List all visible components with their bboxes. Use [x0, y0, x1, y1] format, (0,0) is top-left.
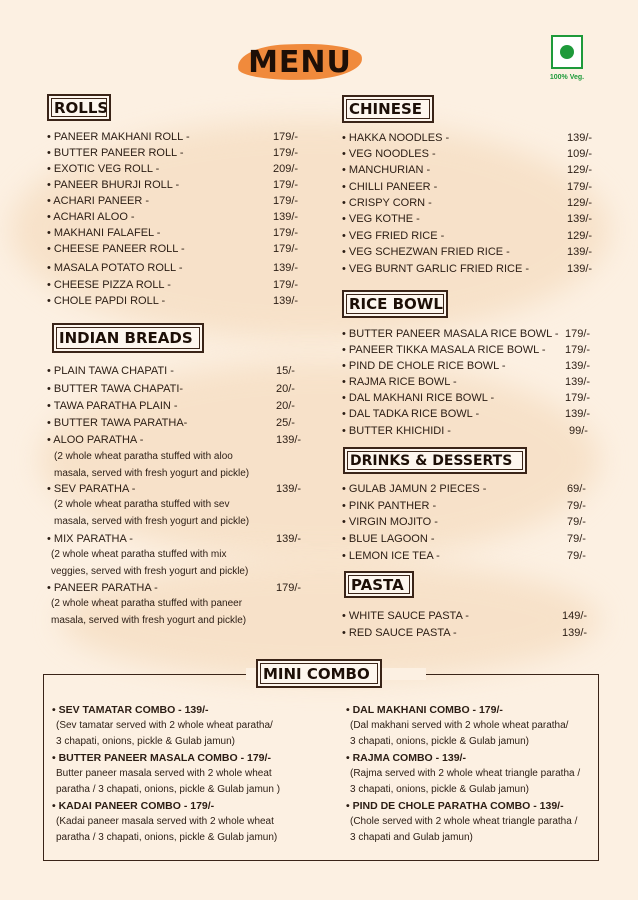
- menu-item: [47, 177, 305, 193]
- mini-combo-heading-text: MINI COMBO: [263, 665, 370, 683]
- item-name: • DAL MAKHANI RICE BOWL -: [342, 392, 495, 404]
- item-price: 179/-: [565, 328, 591, 340]
- item-name: • VIRGIN MOJITO -: [342, 516, 438, 528]
- item-name: • ACHARI ALOO -: [47, 211, 135, 223]
- rice-bowl-heading-text: RICE BOWL: [349, 295, 443, 313]
- item-price: 179/-: [273, 227, 299, 239]
- item-description: [54, 497, 249, 530]
- item-name: • PINK PANTHER -: [342, 500, 437, 512]
- menu-item: [342, 423, 592, 439]
- menu-item: [342, 130, 592, 146]
- item-price: 139/-: [562, 627, 588, 639]
- item-name: • RAJMA RICE BOWL -: [342, 376, 457, 388]
- menu-item: [342, 342, 592, 358]
- item-price: 209/-: [273, 163, 299, 175]
- description-line: (Kadai paneer masala served with 2 whole wheat: [56, 816, 274, 827]
- item-price: 20/-: [276, 400, 295, 412]
- item-price: 79/-: [567, 500, 586, 512]
- item-name: • BUTTER PANEER ROLL -: [47, 147, 184, 159]
- item-name: • BUTTER KHICHIDI -: [342, 425, 451, 437]
- menu-item: [47, 415, 305, 431]
- item-name: • MASALA POTATO ROLL -: [47, 262, 183, 274]
- item-name: • VEG SCHEZWAN FRIED RICE -: [342, 246, 510, 258]
- rolls-heading-text: ROLLS: [54, 99, 109, 117]
- item-price: 99/-: [569, 425, 588, 437]
- combo-description: [56, 718, 273, 750]
- pasta-heading: [344, 571, 414, 598]
- item-name: • CHEESE PIZZA ROLL -: [47, 279, 171, 291]
- combo-name: • SEV TAMATAR COMBO - 139/-: [52, 704, 209, 716]
- item-price: 25/-: [276, 417, 295, 429]
- menu-item: [47, 580, 305, 596]
- menu-item: [47, 161, 305, 177]
- menu-item: [47, 381, 305, 397]
- item-name: • BUTTER TAWA CHAPATI-: [47, 383, 184, 395]
- menu-item: [342, 374, 592, 390]
- item-price: 15/-: [276, 365, 295, 377]
- item-price: 129/-: [567, 164, 593, 176]
- menu-item: [342, 406, 592, 422]
- menu-item: [47, 145, 305, 161]
- item-name: • BUTTER PANEER MASALA RICE BOWL -: [342, 328, 559, 340]
- description-line: masala, served with fresh yogurt and pickle): [54, 515, 250, 527]
- item-price: 139/-: [276, 533, 302, 545]
- menu-item: [47, 398, 305, 414]
- item-price: 129/-: [567, 197, 593, 209]
- item-name: • VEG NOODLES -: [342, 148, 436, 160]
- veg-mark-icon: [551, 35, 583, 69]
- rice-bowl-heading: [342, 290, 448, 318]
- item-description: [51, 547, 248, 580]
- item-name: • PANEER PARATHA -: [47, 582, 158, 594]
- item-price: 179/-: [273, 179, 299, 191]
- chinese-heading: [342, 95, 434, 123]
- item-name: • RED SAUCE PASTA -: [342, 627, 457, 639]
- menu-item: [342, 261, 592, 277]
- item-price: 139/-: [276, 434, 302, 446]
- item-name: • CHEESE PANEER ROLL -: [47, 243, 185, 255]
- menu-title: MENU: [248, 45, 352, 80]
- drinks-heading-text: DRINKS & DESSERTS: [350, 453, 513, 469]
- item-price: 179/-: [567, 181, 593, 193]
- combo-description: [56, 766, 280, 798]
- item-price: 129/-: [567, 230, 593, 242]
- menu-item: [342, 608, 592, 624]
- combo-description: [350, 814, 577, 846]
- description-line: (2 whole wheat paratha stuffed with paneer: [51, 598, 243, 609]
- description-line: 3 chapati and Gulab jamun): [350, 832, 473, 843]
- veg-dot: [560, 45, 574, 59]
- item-price: 149/-: [562, 610, 588, 622]
- menu-item: [47, 531, 305, 547]
- menu-item: [342, 358, 592, 374]
- item-price: 139/-: [273, 211, 299, 223]
- description-line: (Chole served with 2 whole wheat triangle paratha /: [350, 816, 578, 827]
- item-name: • VEG FRIED RICE -: [342, 230, 445, 242]
- item-price: 179/-: [565, 344, 591, 356]
- item-price: 139/-: [565, 408, 591, 420]
- veg-label: 100% Veg.: [549, 74, 585, 81]
- item-price: 179/-: [273, 147, 299, 159]
- item-name: • CHOLE PAPDI ROLL -: [47, 295, 166, 307]
- item-price: 20/-: [276, 383, 295, 395]
- description-line: paratha / 3 chapati, onions, pickle & Gulab jamun): [56, 832, 278, 843]
- item-name: • PIND DE CHOLE RICE BOWL -: [342, 360, 506, 372]
- item-price: 139/-: [565, 360, 591, 372]
- menu-item: [342, 514, 592, 530]
- item-name: • MANCHURIAN -: [342, 164, 431, 176]
- combo-name: • KADAI PANEER COMBO - 179/-: [52, 800, 215, 812]
- menu-item: [47, 260, 305, 276]
- description-line: (Sev tamatar served with 2 whole wheat paratha/: [56, 720, 273, 731]
- combo-name: • DAL MAKHANI COMBO - 179/-: [346, 704, 503, 716]
- menu-item: [47, 481, 305, 497]
- item-name: • CHILLI PANEER -: [342, 181, 438, 193]
- menu-item: [342, 211, 592, 227]
- description-line: (2 whole wheat paratha stuffed with aloo: [54, 451, 233, 462]
- description-line: (Dal makhani served with 2 whole wheat paratha/: [350, 720, 569, 731]
- item-price: 179/-: [273, 279, 299, 291]
- item-price: 139/-: [567, 213, 593, 225]
- item-name: • ALOO PARATHA -: [47, 434, 144, 446]
- item-name: • CRISPY CORN -: [342, 197, 432, 209]
- description-line: 3 chapati, onions, pickle & Gulab jamun): [56, 736, 235, 747]
- item-description: [51, 596, 246, 629]
- item-price: 179/-: [273, 195, 299, 207]
- item-price: 139/-: [567, 246, 593, 258]
- menu-item: [342, 390, 592, 406]
- item-name: • HAKKA NOODLES -: [342, 132, 450, 144]
- drinks-heading: [343, 447, 527, 474]
- item-price: 109/-: [567, 148, 593, 160]
- item-price: 139/-: [276, 483, 302, 495]
- item-name: • MAKHANI FALAFEL -: [47, 227, 161, 239]
- item-description: [54, 449, 249, 482]
- rolls-heading: [47, 94, 111, 121]
- menu-item: [342, 481, 592, 497]
- item-name: • BUTTER TAWA PARATHA-: [47, 417, 188, 429]
- item-price: 139/-: [567, 132, 593, 144]
- item-name: • EXOTIC VEG ROLL -: [47, 163, 160, 175]
- menu-item: [47, 432, 305, 448]
- menu-item: [342, 146, 592, 162]
- menu-item: [47, 129, 305, 145]
- description-line: veggies, served with fresh yogurt and pickle): [51, 565, 249, 577]
- item-price: 179/-: [273, 131, 299, 143]
- menu-item: [342, 195, 592, 211]
- item-price: 139/-: [567, 263, 593, 275]
- menu-item: [342, 326, 592, 342]
- item-price: 179/-: [276, 582, 302, 594]
- menu-item: [47, 293, 305, 309]
- breads-heading-text: INDIAN BREADS: [59, 329, 193, 347]
- breads-heading: [52, 323, 204, 353]
- pasta-heading-text: PASTA: [351, 576, 404, 594]
- description-line: 3 chapati, onions, pickle & Gulab jamun): [350, 784, 529, 795]
- menu-item: [342, 228, 592, 244]
- chinese-heading-text: CHINESE: [349, 100, 422, 118]
- item-name: • PANEER TIKKA MASALA RICE BOWL -: [342, 344, 546, 356]
- menu-item: [342, 498, 592, 514]
- item-price: 179/-: [565, 392, 591, 404]
- menu-item: [342, 162, 592, 178]
- item-price: 79/-: [567, 550, 586, 562]
- item-name: • GULAB JAMUN 2 PIECES -: [342, 483, 487, 495]
- description-line: 3 chapati, onions, pickle & Gulab jamun): [350, 736, 529, 747]
- item-price: 79/-: [567, 533, 586, 545]
- combo-description: [350, 718, 568, 750]
- item-name: • ACHARI PANEER -: [47, 195, 150, 207]
- menu-item: [47, 277, 305, 293]
- item-name: • LEMON ICE TEA -: [342, 550, 440, 562]
- menu-item: [342, 548, 592, 564]
- item-price: 179/-: [273, 243, 299, 255]
- description-line: masala, served with fresh yogurt and pickle): [51, 614, 247, 626]
- mini-combo-heading: [256, 659, 382, 688]
- combo-name: • BUTTER PANEER MASALA COMBO - 179/-: [52, 752, 271, 764]
- item-name: • PLAIN TAWA CHAPATI -: [47, 365, 174, 377]
- menu-item: [47, 225, 305, 241]
- item-price: 139/-: [273, 262, 299, 274]
- item-price: 69/-: [567, 483, 586, 495]
- item-name: • SEV PARATHA -: [47, 483, 136, 495]
- item-price: 139/-: [273, 295, 299, 307]
- description-line: masala, served with fresh yogurt and pickle): [54, 467, 250, 479]
- item-price: 79/-: [567, 516, 586, 528]
- combo-name: • RAJMA COMBO - 139/-: [346, 752, 466, 764]
- menu-item: [47, 209, 305, 225]
- item-name: • BLUE LAGOON -: [342, 533, 435, 545]
- description-line: (2 whole wheat paratha stuffed with mix: [51, 549, 227, 560]
- combo-description: [56, 814, 277, 846]
- description-line: (Rajma served with 2 whole wheat triangle paratha /: [350, 768, 581, 779]
- menu-item: [342, 625, 592, 641]
- description-line: (2 whole wheat paratha stuffed with sev: [54, 499, 230, 510]
- item-name: • MIX PARATHA -: [47, 533, 133, 545]
- description-line: paratha / 3 chapati, onions, pickle & Gulab jamun ): [56, 784, 281, 795]
- item-name: • TAWA PARATHA PLAIN -: [47, 400, 178, 412]
- menu-item: [47, 193, 305, 209]
- item-name: • VEG BURNT GARLIC FRIED RICE -: [342, 263, 530, 275]
- item-price: 139/-: [565, 376, 591, 388]
- combo-name: • PIND DE CHOLE PARATHA COMBO - 139/-: [346, 800, 564, 812]
- item-name: • PANEER BHURJI ROLL -: [47, 179, 180, 191]
- item-name: • WHITE SAUCE PASTA -: [342, 610, 469, 622]
- menu-item: [342, 531, 592, 547]
- menu-item: [342, 244, 592, 260]
- menu-item: [342, 179, 592, 195]
- item-name: • DAL TADKA RICE BOWL -: [342, 408, 480, 420]
- item-name: • PANEER MAKHANI ROLL -: [47, 131, 190, 143]
- combo-description: [350, 766, 580, 798]
- menu-item: [47, 241, 305, 257]
- menu-item: [47, 363, 305, 379]
- item-name: • VEG KOTHE -: [342, 213, 420, 225]
- description-line: Butter paneer masala served with 2 whole wheat: [56, 768, 272, 779]
